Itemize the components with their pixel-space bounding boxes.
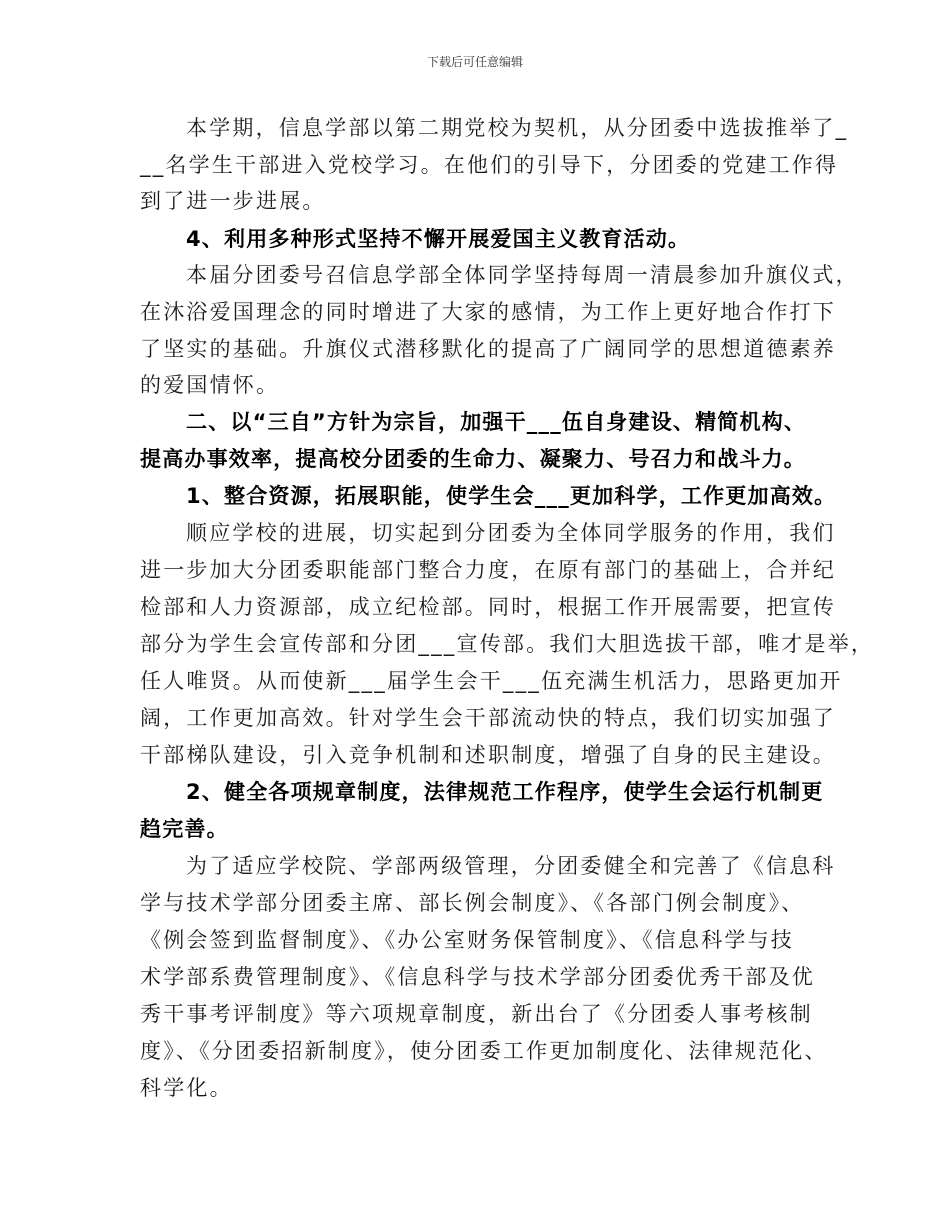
section-heading: 2、健全各项规章制度，法律规范工作程序，使学生会运行机制更 xyxy=(186,780,824,804)
section-heading: 趋完善。 xyxy=(140,817,229,841)
page-header: 下载后可任意编辑 xyxy=(426,55,523,69)
section-heading: 1、整合资源，拓展职能，使学生会___更加科学，工作更加高效。 xyxy=(186,484,837,508)
paragraph-line: 的爱国情怀。 xyxy=(140,373,280,397)
paragraph-line: 进一步加大分团委职能部门整合力度，在原有部门的基础上，合并纪 xyxy=(140,558,836,582)
paragraph-line: 度》、《分团委招新制度》，使分团委工作更加制度化、法律规范化、 xyxy=(140,1039,828,1063)
paragraph-line: 部分为学生会宣传部和分团___宣传部。我们大胆选拔干部，唯才是举， xyxy=(140,632,875,656)
paragraph-line: 了坚实的基础。升旗仪式潜移默化的提高了广阔同学的思想道德素养 xyxy=(140,337,836,361)
paragraph-line: 阔，工作更加高效。针对学生会干部流动快的特点，我们切实加强了 xyxy=(140,706,836,730)
paragraph-line: 干部梯队建设，引入竞争机制和述职制度，增强了自身的民主建设。 xyxy=(140,743,836,767)
paragraph-line: 在沐浴爱国理念的同时增进了大家的感情，为工作上更好地合作打下 xyxy=(140,300,836,324)
paragraph-line: 《例会签到监督制度》、《办公室财务保管制度》、《信息科学与技 xyxy=(140,928,794,952)
paragraph-line: 本学期，信息学部以第二期党校为契机，从分团委中选拔推举了_ xyxy=(186,116,849,140)
paragraph-line: 本届分团委号召信息学部全体同学坚持每周一清晨参加升旗仪式， xyxy=(186,263,859,287)
paragraph-line: 术学部系费管理制度》、《信息科学与技术学部分团委优秀干部及优 xyxy=(140,965,815,989)
section-heading: 提高办事效率，提高校分团委的生命力、凝聚力、号召力和战斗力。 xyxy=(140,447,806,471)
paragraph-line: 秀干事考评制度》等六项规章制度，新出台了《分团委人事考核制 xyxy=(140,1002,813,1026)
section-heading: 4、利用多种形式坚持不懈开展爱国主义教育活动。 xyxy=(186,227,691,251)
paragraph-line: 任人唯贤。从而使新___届学生会干___伍充满生机活力，思路更加开 xyxy=(140,669,843,693)
section-heading: 二、以“三自”方针为宗旨，加强干___伍自身建设、精简机构、 xyxy=(186,410,807,434)
paragraph-line: 顺应学校的进展，切实起到分团委为全体同学服务的作用，我们 xyxy=(186,521,836,545)
paragraph-line: 检部和人力资源部，成立纪检部。同时，根据工作开展需要，把宣传 xyxy=(140,595,836,619)
paragraph-line: 到了进一步进展。 xyxy=(140,189,326,213)
paragraph-line: 为了适应学校院、学部两级管理，分团委健全和完善了《信息科 xyxy=(186,854,836,878)
paragraph-line: __名学生干部进入党校学习。在他们的引导下，分团委的党建工作得 xyxy=(140,153,839,177)
paragraph-line: 科学化。 xyxy=(140,1076,233,1100)
paragraph-line: 学与技术学部分团委主席、部长例会制度》、《各部门例会制度》、 xyxy=(140,891,805,915)
